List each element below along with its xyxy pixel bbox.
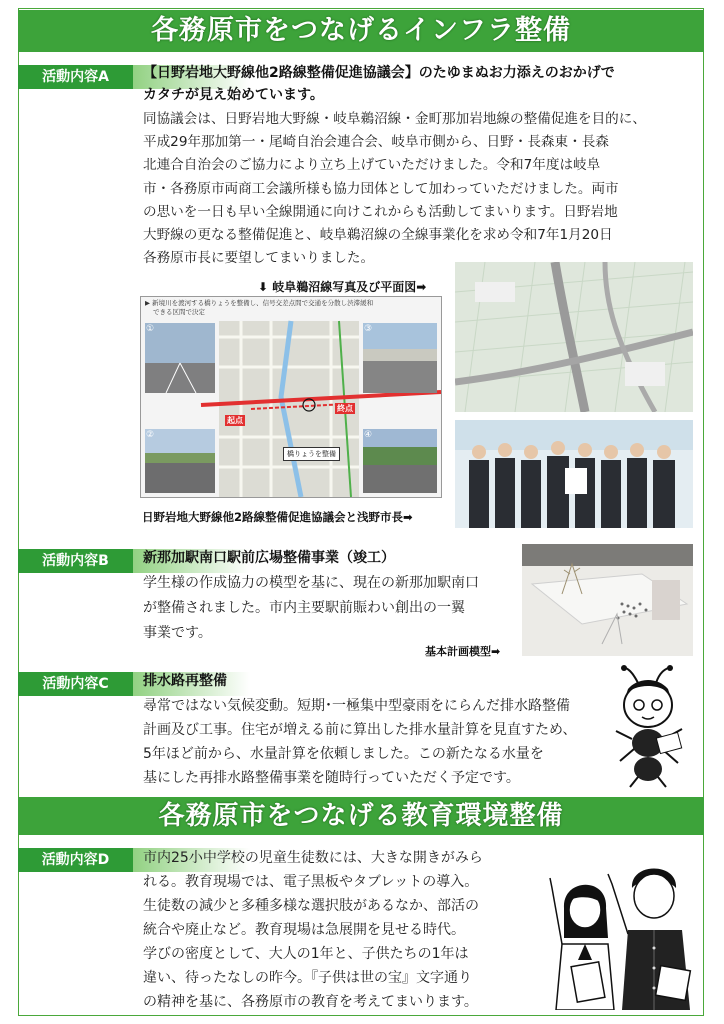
map-num-4: ④ — [364, 430, 373, 440]
map-end-label: 終点 — [337, 404, 353, 413]
map-caption: ⬇ 岐阜鵜沼線写真及び平面図➡ — [258, 280, 427, 294]
group-photo-caption: 日野岩地大野線他2路線整備促進協議会と浅野市長➡ — [142, 510, 413, 524]
students-illustration — [548, 848, 698, 1010]
map-num-3: ③ — [364, 324, 373, 334]
section2-banner: 各務原市をつなげる教育環境整備 — [18, 797, 704, 835]
a-heading-line1: 【日野岩地大野線他2路線整備促進協議会】のたゆまぬお力添えのおかげで — [143, 65, 615, 81]
tag-activity-b: 活動内容B — [18, 549, 133, 573]
map-note-line1: ▶ 新境川を渡河する橋りょうを整備し、信号交差点間で交通を分散し渋滞緩和 — [145, 299, 374, 307]
map-bridge-label: 橋りょうを整備 — [283, 447, 340, 461]
tag-activity-d: 活動内容D — [18, 848, 133, 872]
station-model-photo — [522, 544, 693, 656]
section1-banner: 各務原市をつなげるインフラ整備 — [18, 10, 704, 52]
map-num-2: ② — [146, 430, 155, 440]
group-photo — [455, 420, 693, 528]
tag-activity-c: 活動内容C — [18, 672, 133, 696]
map-start-label: 起点 — [227, 416, 243, 425]
ant-mascot-illustration — [598, 665, 698, 789]
map-num-1: ① — [146, 324, 155, 334]
model-caption: 基本計画模型➡ — [425, 645, 501, 658]
aerial-photo — [455, 262, 693, 412]
a-heading-line2: カタチが見え始めています。 — [143, 87, 324, 103]
road-map-figure — [140, 296, 442, 498]
b-heading: 新那加駅南口駅前広場整備事業（竣工） — [143, 550, 395, 566]
c-heading: 排水路再整備 — [143, 673, 227, 689]
map-graphic — [141, 297, 441, 497]
map-note-line2: できる区間で決定 — [153, 308, 205, 316]
tag-activity-a: 活動内容A — [18, 65, 133, 89]
